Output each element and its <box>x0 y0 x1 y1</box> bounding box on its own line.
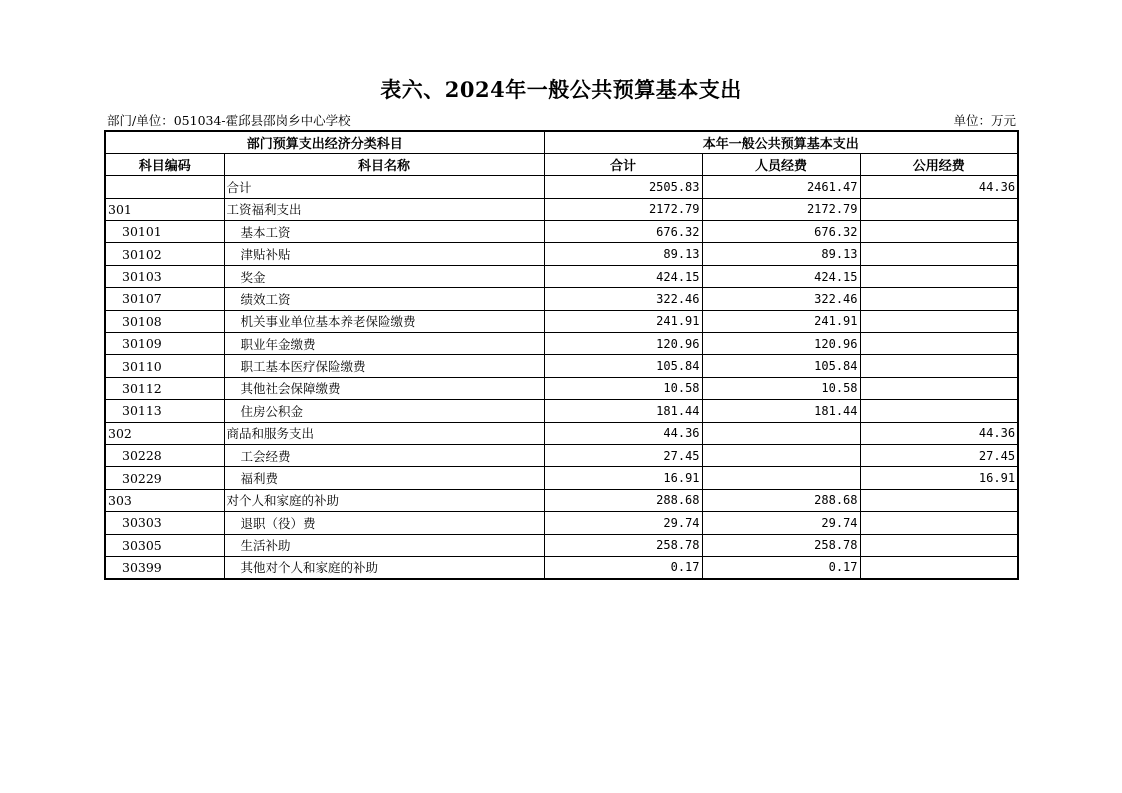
cell-public <box>860 288 1018 310</box>
cell-public <box>860 198 1018 220</box>
cell-total: 288.68 <box>544 489 702 511</box>
cell-public <box>860 400 1018 422</box>
cell-code: 30108 <box>105 310 224 332</box>
cell-code: 30229 <box>105 467 224 489</box>
cell-personnel: 258.78 <box>702 534 860 556</box>
cell-personnel <box>702 422 860 444</box>
cell-public <box>860 556 1018 578</box>
cell-total: 44.36 <box>544 422 702 444</box>
group-header-classification: 部门预算支出经济分类科目 <box>105 131 544 153</box>
table-row <box>105 489 1018 511</box>
cell-code: 302 <box>105 422 224 444</box>
cell-code: 30102 <box>105 243 224 265</box>
cell-total: 0.17 <box>544 556 702 578</box>
cell-name: 合计 <box>224 176 544 198</box>
column-header-public: 公用经费 <box>860 153 1018 175</box>
table-row <box>105 288 1018 310</box>
cell-public <box>860 355 1018 377</box>
cell-personnel: 241.91 <box>702 310 860 332</box>
group-header-expenditure: 本年一般公共预算基本支出 <box>544 131 1018 153</box>
cell-name: 绩效工资 <box>224 288 544 310</box>
cell-name: 退职（役）费 <box>224 512 544 534</box>
cell-total: 16.91 <box>544 467 702 489</box>
cell-name: 工资福利支出 <box>224 198 544 220</box>
cell-personnel: 676.32 <box>702 221 860 243</box>
cell-code: 30107 <box>105 288 224 310</box>
cell-personnel: 288.68 <box>702 489 860 511</box>
cell-public <box>860 221 1018 243</box>
cell-name: 奖金 <box>224 265 544 287</box>
column-header-row <box>105 153 1018 175</box>
cell-public <box>860 243 1018 265</box>
cell-public <box>860 333 1018 355</box>
table-row <box>105 333 1018 355</box>
table-row <box>105 512 1018 534</box>
cell-code: 301 <box>105 198 224 220</box>
table-row <box>105 310 1018 332</box>
cell-code <box>105 176 224 198</box>
column-header-name: 科目名称 <box>224 153 544 175</box>
cell-code: 303 <box>105 489 224 511</box>
cell-personnel: 0.17 <box>702 556 860 578</box>
cell-name: 工会经费 <box>224 444 544 466</box>
cell-public: 16.91 <box>860 467 1018 489</box>
cell-personnel: 181.44 <box>702 400 860 422</box>
cell-code: 30399 <box>105 556 224 578</box>
unit-label: 单位：万元 <box>953 113 1016 128</box>
cell-code: 30112 <box>105 377 224 399</box>
cell-code: 30113 <box>105 400 224 422</box>
cell-code: 30110 <box>105 355 224 377</box>
cell-total: 29.74 <box>544 512 702 534</box>
table-row <box>105 355 1018 377</box>
cell-total: 676.32 <box>544 221 702 243</box>
cell-public <box>860 310 1018 332</box>
cell-public: 44.36 <box>860 422 1018 444</box>
table-row <box>105 198 1018 220</box>
cell-code: 30101 <box>105 221 224 243</box>
cell-name: 其他社会保障缴费 <box>224 377 544 399</box>
table-row <box>105 265 1018 287</box>
table-row <box>105 221 1018 243</box>
cell-code: 30109 <box>105 333 224 355</box>
cell-personnel: 89.13 <box>702 243 860 265</box>
cell-code: 30303 <box>105 512 224 534</box>
table-row <box>105 422 1018 444</box>
cell-name: 津贴补贴 <box>224 243 544 265</box>
cell-name: 生活补助 <box>224 534 544 556</box>
cell-name: 住房公积金 <box>224 400 544 422</box>
cell-personnel: 2461.47 <box>702 176 860 198</box>
department-label: 部门/单位：051034-霍邱县邵岗乡中心学校 <box>107 113 351 128</box>
cell-name: 其他对个人和家庭的补助 <box>224 556 544 578</box>
cell-total: 2172.79 <box>544 198 702 220</box>
cell-total: 322.46 <box>544 288 702 310</box>
cell-total: 181.44 <box>544 400 702 422</box>
cell-public <box>860 265 1018 287</box>
cell-total: 2505.83 <box>544 176 702 198</box>
cell-personnel: 2172.79 <box>702 198 860 220</box>
cell-personnel: 424.15 <box>702 265 860 287</box>
column-header-total: 合计 <box>544 153 702 175</box>
cell-personnel: 10.58 <box>702 377 860 399</box>
cell-personnel: 120.96 <box>702 333 860 355</box>
table-row <box>105 444 1018 466</box>
cell-code: 30228 <box>105 444 224 466</box>
cell-public <box>860 489 1018 511</box>
cell-name: 商品和服务支出 <box>224 422 544 444</box>
cell-personnel: 29.74 <box>702 512 860 534</box>
cell-name: 机关事业单位基本养老保险缴费 <box>224 310 544 332</box>
group-header-row <box>105 131 1018 153</box>
cell-public: 44.36 <box>860 176 1018 198</box>
cell-name: 职工基本医疗保险缴费 <box>224 355 544 377</box>
cell-code: 30103 <box>105 265 224 287</box>
cell-total: 424.15 <box>544 265 702 287</box>
cell-public <box>860 377 1018 399</box>
cell-code: 30305 <box>105 534 224 556</box>
table-row <box>105 377 1018 399</box>
cell-personnel <box>702 444 860 466</box>
cell-public <box>860 534 1018 556</box>
cell-total: 10.58 <box>544 377 702 399</box>
cell-name: 职业年金缴费 <box>224 333 544 355</box>
column-header-personnel: 人员经费 <box>702 153 860 175</box>
table-row <box>105 534 1018 556</box>
column-header-code: 科目编码 <box>105 153 224 175</box>
cell-public: 27.45 <box>860 444 1018 466</box>
table-row <box>105 556 1018 578</box>
cell-personnel <box>702 467 860 489</box>
cell-name: 对个人和家庭的补助 <box>224 489 544 511</box>
cell-total: 258.78 <box>544 534 702 556</box>
cell-name: 基本工资 <box>224 221 544 243</box>
cell-public <box>860 512 1018 534</box>
table-row <box>105 400 1018 422</box>
cell-personnel: 322.46 <box>702 288 860 310</box>
cell-total: 241.91 <box>544 310 702 332</box>
table-row <box>105 176 1018 198</box>
cell-name: 福利费 <box>224 467 544 489</box>
cell-total: 89.13 <box>544 243 702 265</box>
cell-total: 105.84 <box>544 355 702 377</box>
table-row <box>105 243 1018 265</box>
page-title: 表六、2024年一般公共预算基本支出 <box>380 77 742 102</box>
budget-table <box>104 130 1019 580</box>
table-row <box>105 467 1018 489</box>
cell-personnel: 105.84 <box>702 355 860 377</box>
table-body <box>105 176 1018 579</box>
cell-total: 27.45 <box>544 444 702 466</box>
cell-total: 120.96 <box>544 333 702 355</box>
